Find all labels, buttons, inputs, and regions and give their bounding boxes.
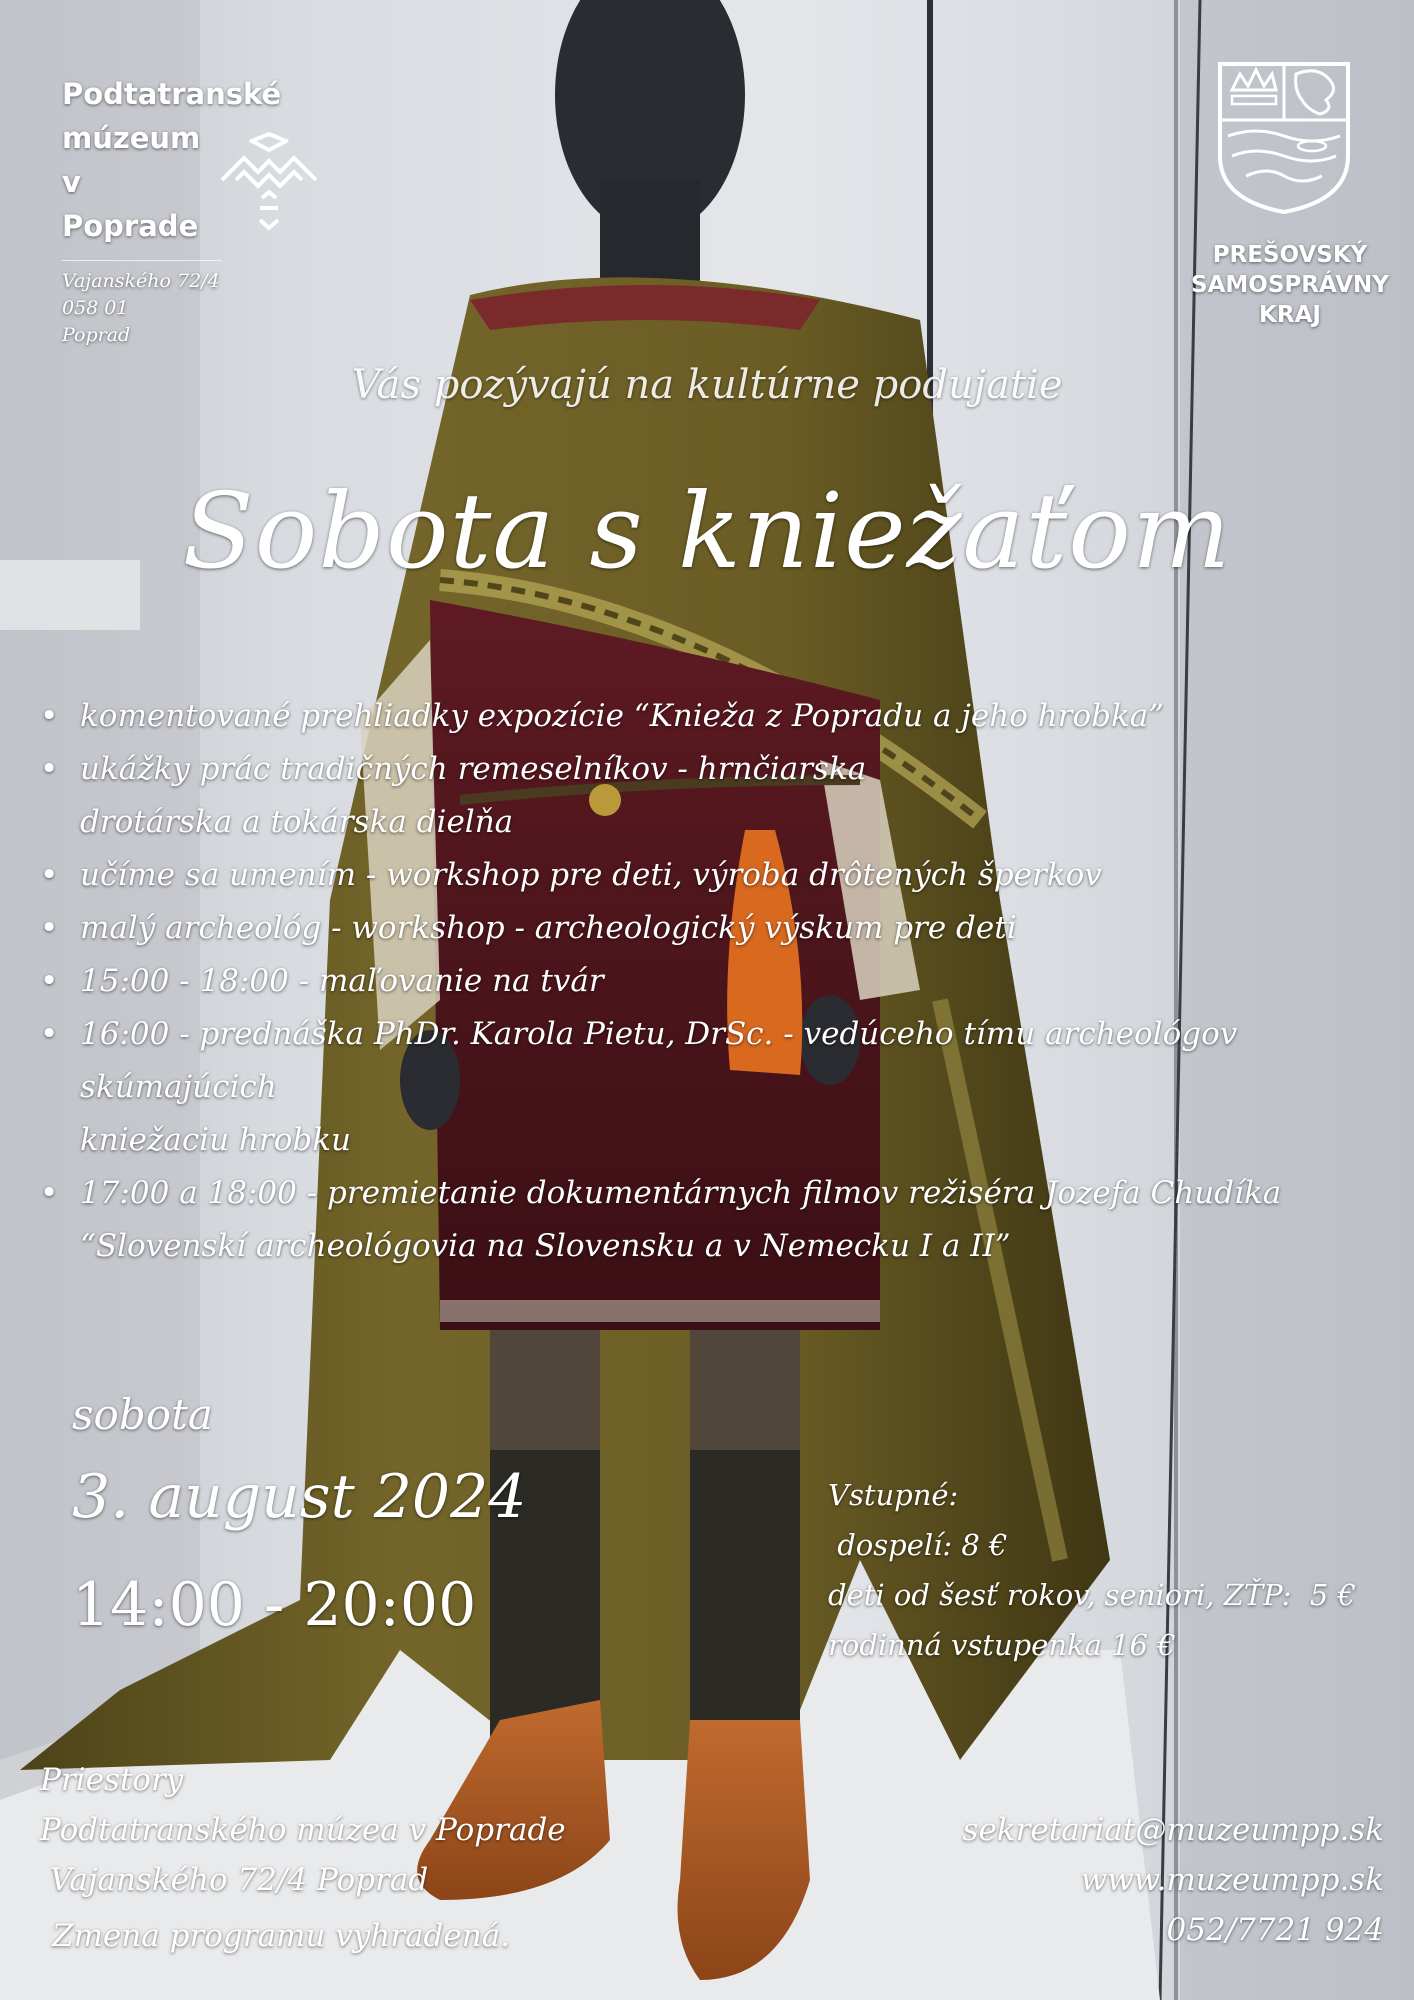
contact-web: www.muzeumpp.sk bbox=[1080, 1862, 1384, 1898]
program-item bbox=[40, 849, 1400, 902]
program-item-text: ukážky prác tradičných remeselníkov - hrnčiarska bbox=[80, 751, 867, 787]
event-title: Sobota s kniežaťom bbox=[182, 470, 1232, 592]
fees-heading: Vstupné: bbox=[828, 1478, 959, 1512]
program-item-text: komentované prehliadky expozície “Knieža z Popradu a jeho hrobka” bbox=[80, 698, 1165, 734]
museum-divider bbox=[62, 260, 222, 261]
event-time: 14:00 - 20:00 bbox=[72, 1570, 477, 1640]
program-item-text: malý archeológ - workshop - archeologický výskum pre deti bbox=[80, 910, 1017, 946]
program-item bbox=[40, 690, 1400, 743]
contacts bbox=[963, 1805, 1384, 1955]
program-list bbox=[40, 690, 1400, 1273]
program-item bbox=[40, 1008, 1400, 1167]
fee-family: rodinná vstupenka 16 € bbox=[828, 1628, 1176, 1662]
admission-fees bbox=[828, 1470, 1356, 1670]
program-item-text: 17:00 a 18:00 - premietanie dokumentárnych filmov režiséra Jozefa Chudíka bbox=[80, 1175, 1282, 1211]
program-item bbox=[40, 743, 1400, 849]
fee-adults: dospelí: 8 € bbox=[828, 1528, 1008, 1562]
contact-email: sekretariat@muzeumpp.sk bbox=[962, 1812, 1384, 1848]
program-item-text: 16:00 - prednáška PhDr. Karola Pietu, DrSc. - vedúceho tímu archeológov skúmajúcich bbox=[80, 1016, 1238, 1105]
contact-phone: 052/7721 924 bbox=[1166, 1912, 1384, 1948]
invitation-line: Vás pozývajú na kultúrne podujatie bbox=[351, 362, 1063, 408]
museum-name: Podtatranské múzeum v Poprade bbox=[62, 77, 282, 243]
program-item-subtext: kniežaciu hrobku bbox=[80, 1122, 351, 1158]
fee-children-seniors: deti od šesť rokov, seniori, ZŤP: 5 € bbox=[828, 1578, 1356, 1612]
program-item bbox=[40, 955, 1400, 1008]
program-change-note: Zmena programu vyhradená. bbox=[52, 1918, 511, 1954]
museum-diamond-logo-icon bbox=[214, 128, 324, 238]
coat-of-arms-icon bbox=[1216, 60, 1352, 216]
event-day: sobota bbox=[72, 1390, 213, 1439]
program-item-text: učíme sa umením - workshop pre deti, výroba drôtených šperkov bbox=[80, 857, 1102, 893]
program-item bbox=[40, 902, 1400, 955]
program-item-subtext: “Slovenskí archeológovia na Slovensku a v Nemecku I a II” bbox=[80, 1228, 1011, 1264]
museum-address: Vajanského 72/4 058 01 Poprad bbox=[62, 270, 220, 346]
region-name: PREŠOVSKÝ SAMOSPRÁVNY KRAJ bbox=[1191, 242, 1389, 328]
program-item bbox=[40, 1167, 1400, 1273]
venue: Priestory Podtatranského múzea v Poprade Vajanského 72/4 Poprad bbox=[40, 1762, 566, 1898]
program-item-text: 15:00 - 18:00 - maľovanie na tvár bbox=[80, 963, 604, 999]
program-item-subtext: drotárska a tokárska dielňa bbox=[80, 804, 514, 840]
event-date: 3. august 2024 bbox=[72, 1462, 527, 1532]
